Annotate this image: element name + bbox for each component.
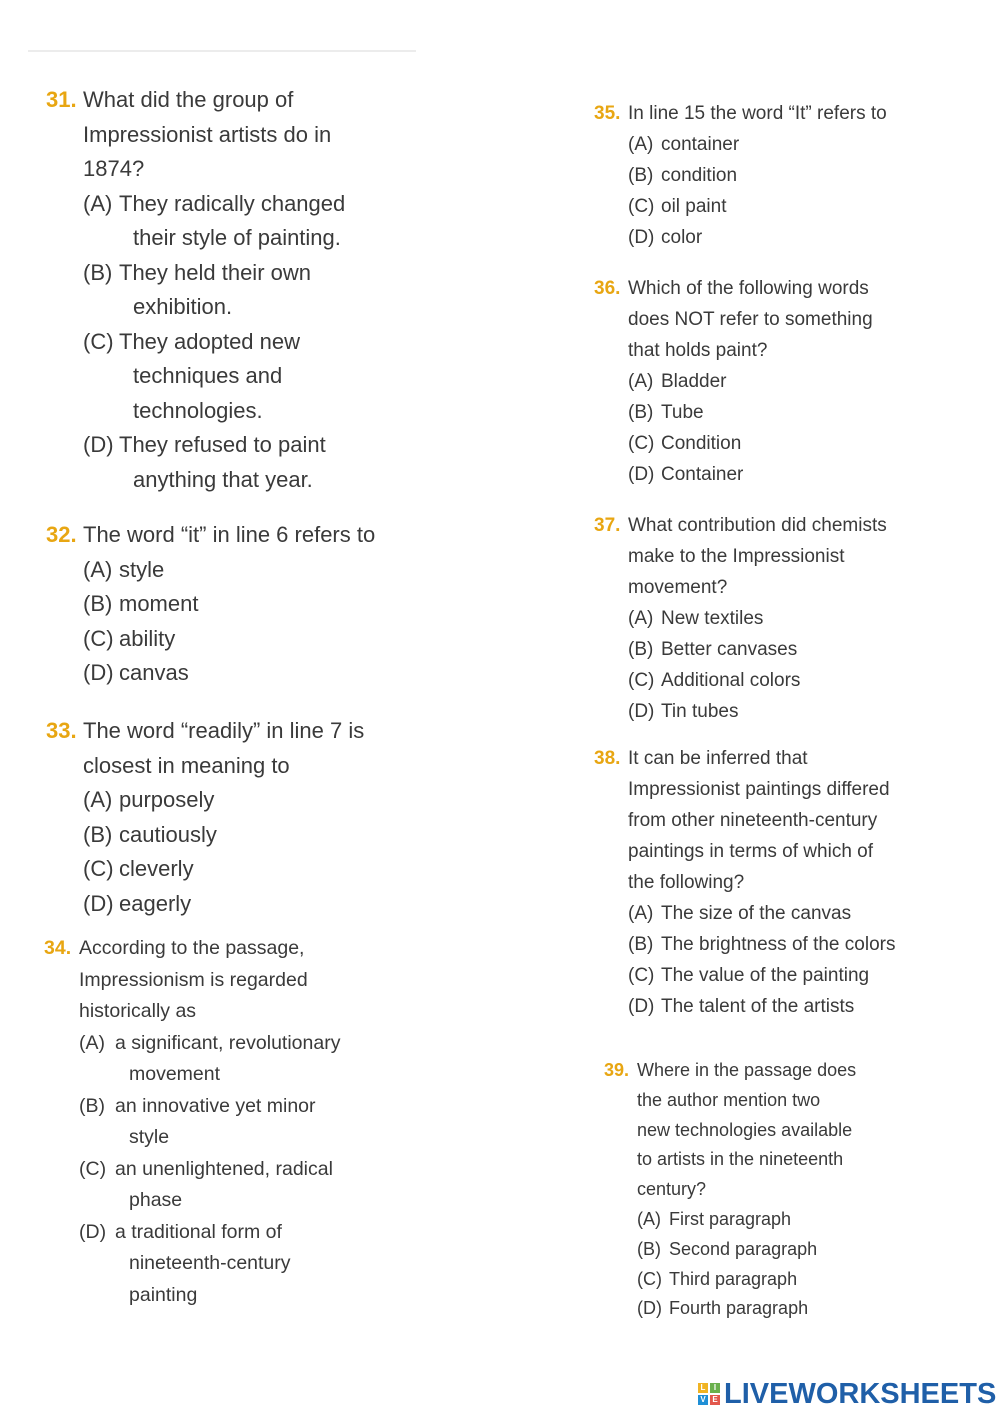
answer-option[interactable] <box>637 1265 937 1295</box>
option-text-line: color <box>661 227 703 248</box>
option-text-line: The size of the canvas <box>661 903 852 924</box>
answer-option[interactable] <box>83 428 383 497</box>
option-text <box>661 397 958 428</box>
option-text-line: techniques and <box>133 363 283 388</box>
option-text-line: oil paint <box>661 196 727 217</box>
option-text-line: nineteenth-century <box>129 1252 291 1274</box>
question-31 <box>46 83 383 497</box>
answer-option[interactable] <box>628 634 958 665</box>
answer-options <box>637 1205 937 1324</box>
option-letter: (A) <box>628 903 654 924</box>
question-stem-line: The word “readily” in line 7 is <box>83 718 365 743</box>
option-text-line: They radically changed <box>119 190 346 216</box>
question-stem-line: According to the passage, <box>79 937 305 959</box>
question-stem-line: 1874? <box>83 156 145 181</box>
option-letter: (B) <box>628 934 654 955</box>
option-letter: (C) <box>83 856 114 881</box>
option-text-line: They refused to paint <box>119 432 326 457</box>
question-stem <box>637 1056 937 1205</box>
option-text <box>115 1028 379 1091</box>
option-text <box>661 929 958 960</box>
option-text <box>119 656 403 691</box>
question-stem-line: paintings in terms of which of <box>628 841 874 862</box>
option-text-line: phase <box>129 1189 183 1211</box>
question-stem-line: Where in the passage does <box>637 1060 857 1080</box>
option-letter: (A) <box>628 608 654 629</box>
answer-options <box>628 366 958 490</box>
option-text-line: their style of painting. <box>133 225 341 250</box>
question-stem <box>83 518 403 553</box>
answer-option[interactable] <box>628 129 958 160</box>
option-text <box>661 634 958 665</box>
question-number: 35. <box>594 103 621 124</box>
question-stem-line: Impressionist paintings differed <box>628 779 890 800</box>
option-text-line: The talent of the artists <box>661 996 855 1017</box>
option-text-line: Second paragraph <box>669 1238 818 1259</box>
option-text-line: condition <box>661 165 738 186</box>
option-text <box>661 222 958 253</box>
option-letter: (C) <box>628 433 655 454</box>
answer-option[interactable] <box>628 696 958 727</box>
option-text-line: cautiously <box>119 821 217 847</box>
option-letter: (A) <box>79 1031 105 1054</box>
answer-options <box>628 603 958 727</box>
option-letter: (B) <box>83 259 113 285</box>
option-text <box>115 1091 379 1154</box>
question-stem-line: from other nineteenth-century <box>628 810 878 831</box>
answer-option[interactable] <box>628 898 958 929</box>
option-letter: (B) <box>628 165 654 186</box>
option-text <box>661 960 958 991</box>
option-text-line: moment <box>119 591 199 616</box>
option-letter: (D) <box>637 1298 662 1319</box>
answer-option[interactable] <box>83 325 383 429</box>
option-text-line: exhibition. <box>133 294 233 319</box>
option-text <box>669 1235 937 1265</box>
option-letter: (D) <box>83 432 114 457</box>
answer-options <box>628 129 958 253</box>
question-stem-line: the following? <box>628 872 745 893</box>
option-text-line: They adopted new <box>119 328 301 354</box>
question-number: 31. <box>46 87 77 112</box>
option-text <box>119 852 403 887</box>
answer-option[interactable] <box>637 1235 937 1265</box>
question-36 <box>594 273 958 490</box>
question-stem <box>628 510 958 603</box>
option-letter: (D) <box>628 227 655 248</box>
option-text <box>119 553 403 588</box>
option-letter: (D) <box>83 660 114 685</box>
option-text-line: a significant, revolutionary <box>115 1031 341 1054</box>
option-text-line: ability <box>119 625 176 651</box>
question-stem-line: Impressionist artists do in <box>83 121 332 147</box>
answer-options <box>628 898 958 1022</box>
question-stem-line: historically as <box>79 1000 197 1022</box>
option-text-line: purposely <box>119 787 215 812</box>
option-text <box>119 428 383 497</box>
answer-option[interactable] <box>628 222 958 253</box>
answer-options <box>83 553 403 691</box>
question-stem-line: that holds paint? <box>628 340 768 361</box>
option-letter: (D) <box>628 701 655 722</box>
answer-option[interactable] <box>79 1217 379 1312</box>
question-number: 32. <box>46 522 77 547</box>
option-text <box>661 696 958 727</box>
option-text <box>119 818 403 853</box>
option-text-line: Tin tubes <box>661 701 739 722</box>
option-text-line: The brightness of the colors <box>661 934 896 955</box>
option-text-line: anything that year. <box>133 466 313 492</box>
answer-option[interactable] <box>628 397 958 428</box>
option-text <box>661 366 958 397</box>
question-stem-line: Which of the following words <box>628 278 869 299</box>
option-text-line: Bladder <box>661 371 727 392</box>
option-text-line: Container <box>661 464 744 485</box>
question-stem-line: Impressionism is regarded <box>79 968 308 991</box>
logo-grid-icon <box>698 1383 720 1405</box>
option-text-line: Better canvases <box>661 639 798 660</box>
option-letter: (C) <box>628 965 655 986</box>
answer-option[interactable] <box>83 656 403 691</box>
option-letter: (A) <box>83 190 113 216</box>
option-letter: (C) <box>83 625 114 651</box>
answer-option[interactable] <box>83 256 383 325</box>
option-letter: (A) <box>83 556 113 582</box>
option-letter: (B) <box>83 591 113 616</box>
option-text <box>661 665 958 696</box>
option-text <box>661 428 958 459</box>
answer-option[interactable] <box>628 366 958 397</box>
logo-letter: L <box>698 1383 708 1393</box>
option-text-line: an innovative yet minor <box>115 1094 316 1117</box>
logo-letter: I <box>710 1383 720 1393</box>
option-letter: (A) <box>83 787 113 812</box>
answer-option[interactable] <box>83 818 403 853</box>
option-letter: (B) <box>83 821 113 847</box>
answer-option[interactable] <box>628 665 958 696</box>
answer-options <box>83 783 403 921</box>
question-number: 33. <box>46 718 77 743</box>
question-stem-line: closest in meaning to <box>83 752 290 778</box>
question-35 <box>594 98 958 253</box>
answer-option[interactable] <box>83 187 383 256</box>
question-stem <box>83 83 383 187</box>
question-number: 39. <box>604 1060 630 1080</box>
question-stem-line: movement? <box>628 577 728 598</box>
question-stem-line: What contribution did chemists <box>628 515 887 536</box>
option-letter: (D) <box>83 890 114 916</box>
option-text <box>119 325 383 429</box>
option-text <box>661 898 958 929</box>
option-letter: (D) <box>79 1220 107 1243</box>
answer-option[interactable] <box>628 428 958 459</box>
question-stem-line: century? <box>637 1179 707 1200</box>
option-text <box>661 160 958 191</box>
question-32 <box>46 518 403 691</box>
logo-letter: V <box>698 1395 708 1405</box>
option-text-line: technologies. <box>133 397 263 423</box>
option-text-line: Condition <box>661 433 742 454</box>
answer-option[interactable] <box>628 459 958 490</box>
option-text-line: an unenlightened, radical <box>115 1157 333 1180</box>
question-stem <box>628 273 958 366</box>
answer-option[interactable] <box>79 1028 379 1091</box>
option-text-line: First paragraph <box>669 1208 792 1229</box>
option-letter: (C) <box>628 196 655 217</box>
option-letter: (C) <box>628 670 655 691</box>
logo-letter: E <box>710 1395 720 1405</box>
option-letter: (B) <box>637 1238 661 1259</box>
option-letter: (D) <box>628 464 655 485</box>
question-stem <box>79 933 379 1028</box>
question-stem-line: In line 15 the word “It” refers to <box>628 103 887 124</box>
answer-options <box>79 1028 379 1312</box>
answer-option[interactable] <box>83 622 403 657</box>
option-text-line: cleverly <box>119 856 194 881</box>
option-text <box>661 191 958 222</box>
option-text-line: Additional colors <box>661 670 801 691</box>
option-text-line: Third paragraph <box>669 1268 798 1289</box>
question-stem-line: the author mention two <box>637 1089 821 1110</box>
question-34 <box>44 933 379 1311</box>
option-letter: (B) <box>79 1094 105 1117</box>
option-text-line: container <box>661 134 740 155</box>
option-text <box>669 1294 937 1324</box>
option-text-line: painting <box>129 1283 198 1306</box>
option-text-line: New textiles <box>661 608 764 629</box>
option-text-line: Tube <box>661 402 704 423</box>
option-text-line: a traditional form of <box>115 1220 282 1243</box>
option-letter: (A) <box>628 371 654 392</box>
option-text <box>115 1217 379 1312</box>
question-38 <box>594 743 958 1022</box>
question-stem-line: new technologies available <box>637 1119 853 1140</box>
option-text-line: They held their own <box>119 259 311 285</box>
question-stem-line: What did the group of <box>83 87 294 112</box>
liveworksheets-logo[interactable] <box>698 1376 996 1412</box>
option-text <box>119 587 403 622</box>
question-number: 34. <box>44 937 72 959</box>
question-number: 36. <box>594 278 621 299</box>
brand-name: LIVEWORKSHEETS <box>724 1377 997 1410</box>
option-letter: (B) <box>628 639 654 660</box>
option-letter: (C) <box>79 1157 107 1180</box>
option-text <box>119 887 403 922</box>
question-stem-line: The word “it” in line 6 refers to <box>83 522 376 547</box>
option-text <box>661 459 958 490</box>
question-33 <box>46 714 403 921</box>
answer-option[interactable] <box>83 587 403 622</box>
answer-option[interactable] <box>628 160 958 191</box>
option-letter: (B) <box>628 402 654 423</box>
answer-option[interactable] <box>83 887 403 922</box>
top-divider <box>28 50 416 52</box>
option-letter: (A) <box>628 134 654 155</box>
option-text-line: style <box>129 1126 170 1148</box>
option-text-line: canvas <box>119 660 189 685</box>
option-text <box>119 783 403 818</box>
question-stem-line: make to the Impressionist <box>628 546 845 567</box>
answer-option[interactable] <box>83 852 403 887</box>
option-text <box>115 1154 379 1217</box>
answer-option[interactable] <box>628 603 958 634</box>
option-text-line: The value of the painting <box>661 965 870 986</box>
answer-options <box>83 187 383 498</box>
answer-option[interactable] <box>628 929 958 960</box>
answer-option[interactable] <box>79 1091 379 1154</box>
option-text <box>119 622 403 657</box>
question-stem-line: to artists in the nineteenth <box>637 1149 844 1170</box>
question-39 <box>604 1056 937 1324</box>
option-letter: (C) <box>83 328 114 354</box>
answer-option[interactable] <box>637 1205 937 1235</box>
option-text <box>119 187 383 256</box>
question-stem <box>628 98 958 129</box>
option-letter: (C) <box>637 1268 662 1289</box>
answer-option[interactable] <box>83 553 403 588</box>
answer-option[interactable] <box>79 1154 379 1217</box>
question-stem <box>83 714 403 783</box>
question-number: 37. <box>594 515 621 536</box>
option-text <box>119 256 383 325</box>
question-number: 38. <box>594 748 621 769</box>
option-text <box>661 129 958 160</box>
option-text-line: eagerly <box>119 890 192 916</box>
option-letter: (D) <box>628 996 655 1017</box>
option-text-line: style <box>119 556 165 582</box>
question-stem-line: does NOT refer to something <box>628 309 873 330</box>
answer-option[interactable] <box>628 191 958 222</box>
question-stem <box>628 743 958 898</box>
option-letter: (A) <box>637 1208 661 1229</box>
option-text <box>669 1205 937 1235</box>
question-37 <box>594 510 958 727</box>
answer-option[interactable] <box>628 991 958 1022</box>
answer-option[interactable] <box>637 1294 937 1324</box>
option-text <box>661 603 958 634</box>
question-stem-line: It can be inferred that <box>628 748 808 769</box>
answer-option[interactable] <box>83 783 403 818</box>
option-text <box>669 1265 937 1295</box>
answer-option[interactable] <box>628 960 958 991</box>
option-text-line: Fourth paragraph <box>669 1298 809 1319</box>
option-text <box>661 991 958 1022</box>
option-text-line: movement <box>129 1063 221 1085</box>
